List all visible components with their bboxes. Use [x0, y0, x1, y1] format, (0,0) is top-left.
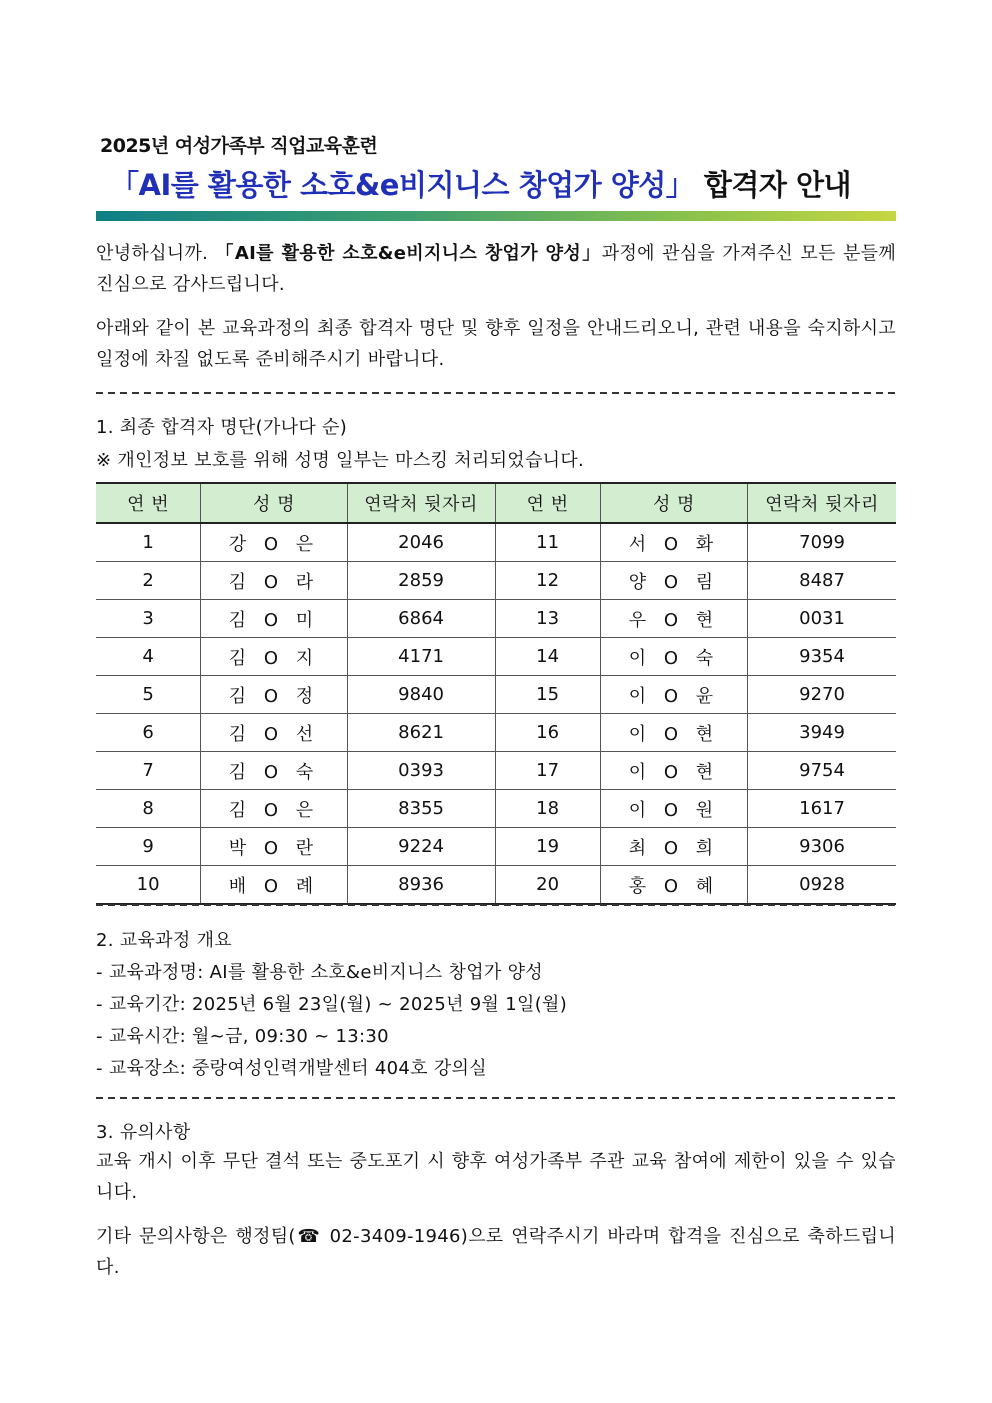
cell-number: 4: [96, 638, 201, 676]
cell-name: 김 O 은: [201, 790, 347, 828]
course-period-item: - 교육기간: 2025년 6월 23일(월) ~ 2025년 9월 1일(월): [96, 994, 568, 1015]
table-row: [96, 562, 896, 600]
cell-phone: 2046: [347, 523, 495, 562]
cell-number: 15: [495, 676, 600, 714]
cell-phone: 8355: [347, 790, 495, 828]
col-header-name-right: 성 명: [600, 483, 747, 523]
section3-heading: 3. 유의사항: [96, 1122, 191, 1143]
table-row: [96, 790, 896, 828]
cell-name: 김 O 지: [201, 638, 347, 676]
cell-number: 18: [495, 790, 600, 828]
document-title: [110, 163, 851, 204]
cell-number: 16: [495, 714, 600, 752]
cell-number: 17: [495, 752, 600, 790]
cell-number: 13: [495, 600, 600, 638]
cell-name: 김 O 선: [201, 714, 347, 752]
col-header-number-left: 연 번: [96, 483, 201, 523]
contact-paragraph: 기타 문의사항은 행정팀(☎ 02-3409-1946)으로 연락주시기 바라며 합격을 진심으로 축하드립니다.: [96, 1226, 896, 1278]
course-name-item: - 교육과정명: AI를 활용한 소호&e비지니스 창업가 양성: [96, 962, 543, 983]
cell-phone: 2859: [347, 562, 495, 600]
cell-phone: 0031: [748, 600, 896, 638]
section1-heading: 1. 최종 합격자 명단(가나다 순): [96, 417, 348, 438]
cell-number: 8: [96, 790, 201, 828]
col-header-name-left: 성 명: [201, 483, 347, 523]
cell-phone: 9354: [748, 638, 896, 676]
intro-p1-course: 「AI를 활용한 소호&e비지니스 창업가 양성」: [215, 243, 602, 264]
cell-name: 홍 O 혜: [600, 866, 747, 905]
cell-number: 11: [495, 523, 600, 562]
table-row: [96, 523, 896, 562]
cell-phone: 8621: [347, 714, 495, 752]
cell-number: 10: [96, 866, 201, 905]
cell-name: 김 O 라: [201, 562, 347, 600]
cell-number: 12: [495, 562, 600, 600]
cell-name: 우 O 현: [600, 600, 747, 638]
cell-name: 최 O 희: [600, 828, 747, 866]
col-header-phone-left: 연락처 뒷자리: [347, 483, 495, 523]
cell-name: 양 O 림: [600, 562, 747, 600]
cell-phone: 6864: [347, 600, 495, 638]
table-row: [96, 638, 896, 676]
table-row: [96, 714, 896, 752]
cell-phone: 8936: [347, 866, 495, 905]
cell-number: 2: [96, 562, 201, 600]
cell-number: 3: [96, 600, 201, 638]
document-subtitle: 2025년 여성가족부 직업교육훈련: [100, 135, 378, 157]
cell-phone: 9306: [748, 828, 896, 866]
divider-2: [96, 904, 896, 906]
table-row: [96, 866, 896, 905]
divider-3: [96, 1097, 896, 1099]
section2-heading: 2. 교육과정 개요: [96, 930, 232, 951]
cell-number: 19: [495, 828, 600, 866]
cell-name: 김 O 숙: [201, 752, 347, 790]
intro-p1-prefix: 안녕하십니까.: [96, 243, 216, 264]
cell-name: 김 O 미: [201, 600, 347, 638]
cell-name: 강 O 은: [201, 523, 347, 562]
section1-note: ※ 개인정보 보호를 위해 성명 일부는 마스킹 처리되었습니다.: [96, 450, 585, 471]
cell-phone: 9270: [748, 676, 896, 714]
cell-number: 1: [96, 523, 201, 562]
col-header-number-right: 연 번: [495, 483, 600, 523]
notice-paragraph: 교육 개시 이후 무단 결석 또는 중도포기 시 향후 여성가족부 주관 교육 참여에 제한이 있을 수 있습니다.: [96, 1151, 896, 1203]
title-announcement: 합격자 안내: [694, 168, 852, 202]
cell-number: 5: [96, 676, 201, 714]
cell-number: 14: [495, 638, 600, 676]
cell-number: 6: [96, 714, 201, 752]
cell-name: 배 O 례: [201, 866, 347, 905]
table-row: [96, 600, 896, 638]
course-location-item: - 교육장소: 중랑여성인력개발센터 404호 강의실: [96, 1058, 487, 1079]
cell-name: 박 O 란: [201, 828, 347, 866]
cell-phone: 9754: [748, 752, 896, 790]
title-underline-bar: [96, 211, 896, 221]
cell-phone: 7099: [748, 523, 896, 562]
divider-1: [96, 392, 896, 394]
cell-name: 이 O 현: [600, 752, 747, 790]
roster-header-row: [96, 483, 896, 523]
title-course-name: 「AI를 활용한 소호&e비지니스 창업가 양성」: [110, 168, 695, 202]
cell-phone: 3949: [748, 714, 896, 752]
table-row: [96, 676, 896, 714]
intro-p1-suffix: 과정에 관심을 가져주신 모든 분들께 진심으로 감사드립니다.: [96, 243, 897, 295]
cell-phone: 1617: [748, 790, 896, 828]
table-row: [96, 752, 896, 790]
table-row: [96, 828, 896, 866]
cell-name: 이 O 원: [600, 790, 747, 828]
cell-number: 9: [96, 828, 201, 866]
cell-name: 이 O 윤: [600, 676, 747, 714]
cell-name: 이 O 현: [600, 714, 747, 752]
col-header-phone-right: 연락처 뒷자리: [748, 483, 896, 523]
cell-name: 이 O 숙: [600, 638, 747, 676]
cell-name: 서 O 화: [600, 523, 747, 562]
intro-paragraph-2: 아래와 같이 본 교육과정의 최종 합격자 명단 및 향후 일정을 안내드리오니, 관련 내용을 숙지하시고 일정에 차질 없도록 준비해주시기 바랍니다.: [96, 318, 896, 370]
cell-number: 20: [495, 866, 600, 905]
cell-phone: 9224: [347, 828, 495, 866]
cell-number: 7: [96, 752, 201, 790]
intro-paragraph-1: [96, 238, 896, 300]
cell-phone: 9840: [347, 676, 495, 714]
cell-phone: 0928: [748, 866, 896, 905]
roster-table: [96, 482, 896, 905]
course-time-item: - 교육시간: 월~금, 09:30 ~ 13:30: [96, 1026, 389, 1047]
cell-name: 김 O 정: [201, 676, 347, 714]
cell-phone: 8487: [748, 562, 896, 600]
cell-phone: 0393: [347, 752, 495, 790]
cell-phone: 4171: [347, 638, 495, 676]
